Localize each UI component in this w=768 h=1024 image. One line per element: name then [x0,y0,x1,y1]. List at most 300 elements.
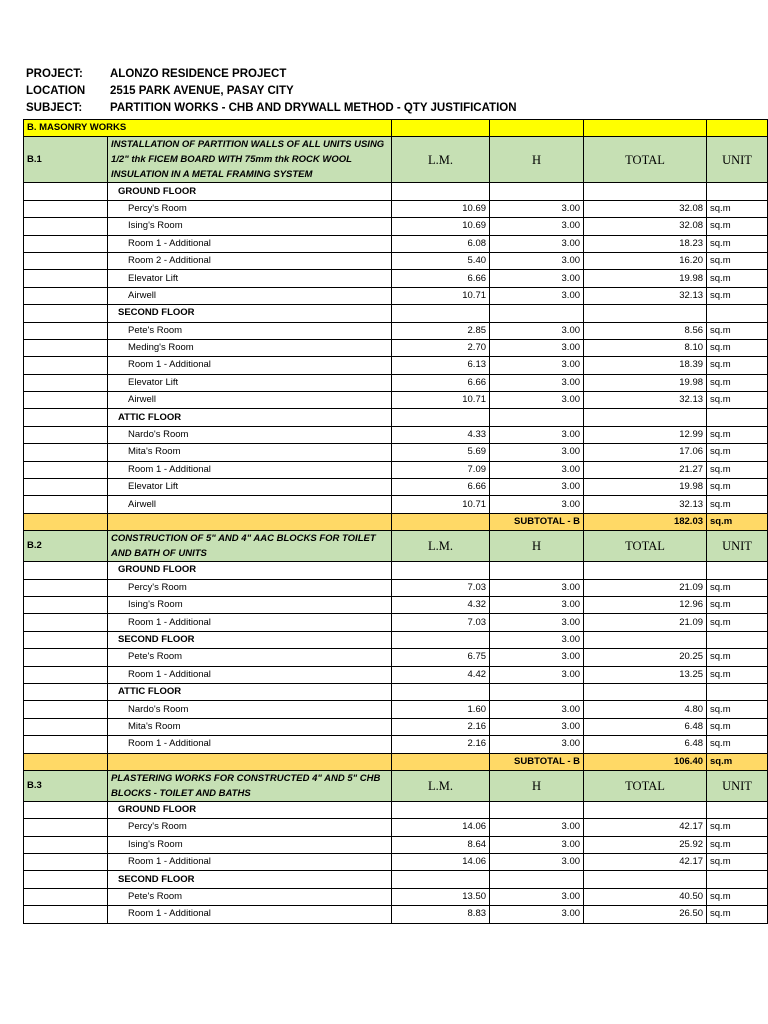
empty-cell [707,683,768,700]
empty-cell [24,819,108,836]
floor-label: GROUND FLOOR [108,562,392,579]
item-lm: 8.83 [392,906,490,923]
item-total: 32.13 [584,287,707,304]
b2-code: B.2 [24,531,108,562]
floor-h-value: 3.00 [490,631,584,648]
item-lm: 7.09 [392,461,490,478]
column-header-lm: L.M. [392,531,490,562]
item-name: Meding's Room [108,339,392,356]
table-row [24,252,768,269]
floor-label: ATTIC FLOOR [108,409,392,426]
table-row [24,906,768,923]
item-total: 8.10 [584,339,707,356]
empty-cell [24,287,108,304]
table-row [24,479,768,496]
floor-row [24,183,768,200]
table-row [24,200,768,217]
item-name: Mita's Room [108,718,392,735]
item-h: 3.00 [490,579,584,596]
floor-row [24,631,768,648]
item-name: Percy's Room [108,819,392,836]
empty-cell [584,562,707,579]
item-unit: sq.m [707,444,768,461]
empty-cell [392,562,490,579]
item-unit: sq.m [707,819,768,836]
item-total: 12.99 [584,426,707,443]
empty-cell [392,305,490,322]
item-total: 18.23 [584,235,707,252]
table-row [24,444,768,461]
table-row [24,461,768,478]
empty-cell [707,801,768,818]
item-lm: 4.33 [392,426,490,443]
item-unit: sq.m [707,614,768,631]
item-total: 21.27 [584,461,707,478]
column-header-h: H [490,770,584,801]
item-name: Room 1 - Additional [108,357,392,374]
empty-cell [707,409,768,426]
floor-label: SECOND FLOOR [108,871,392,888]
item-unit: sq.m [707,906,768,923]
item-lm: 4.42 [392,666,490,683]
item-name: Percy's Room [108,579,392,596]
item-total: 19.98 [584,270,707,287]
item-lm: 10.69 [392,218,490,235]
floor-row [24,305,768,322]
floor-row [24,801,768,818]
item-lm: 7.03 [392,614,490,631]
empty-cell [392,801,490,818]
item-h: 3.00 [490,819,584,836]
empty-cell [24,701,108,718]
item-name: Ising's Room [108,218,392,235]
empty-cell [24,270,108,287]
table-row [24,322,768,339]
item-lm: 1.60 [392,701,490,718]
table-row [24,218,768,235]
empty-cell [24,683,108,700]
item-name: Elevator Lift [108,479,392,496]
item-total: 32.08 [584,218,707,235]
item-h: 3.00 [490,426,584,443]
item-unit: sq.m [707,339,768,356]
item-unit: sq.m [707,854,768,871]
item-total: 6.48 [584,718,707,735]
item-unit: sq.m [707,836,768,853]
empty-cell [24,426,108,443]
item-name: Elevator Lift [108,374,392,391]
b3-header-row [24,770,768,801]
item-lm: 10.69 [392,200,490,217]
floor-label: GROUND FLOOR [108,183,392,200]
item-name: Airwell [108,392,392,409]
empty-cell [24,235,108,252]
empty-cell [707,120,768,137]
item-lm: 7.03 [392,579,490,596]
table-row [24,666,768,683]
b1-subtotal-row [24,513,768,530]
item-h: 3.00 [490,218,584,235]
item-unit: sq.m [707,357,768,374]
table-row [24,426,768,443]
empty-cell [24,392,108,409]
item-unit: sq.m [707,718,768,735]
item-name: Room 1 - Additional [108,614,392,631]
item-lm: 6.66 [392,270,490,287]
empty-cell [490,183,584,200]
floor-label: ATTIC FLOOR [108,683,392,700]
item-total: 32.08 [584,200,707,217]
empty-cell [24,461,108,478]
empty-cell [392,120,490,137]
item-name: Room 1 - Additional [108,461,392,478]
b2-header-row [24,531,768,562]
empty-cell [392,631,490,648]
item-unit: sq.m [707,374,768,391]
project-label: PROJECT: [26,68,83,80]
item-h: 3.00 [490,374,584,391]
item-name: Nardo's Room [108,701,392,718]
table-row [24,287,768,304]
b2-subtotal-row [24,753,768,770]
empty-cell [24,444,108,461]
item-h: 3.00 [490,287,584,304]
empty-cell [24,479,108,496]
item-h: 3.00 [490,649,584,666]
item-unit: sq.m [707,392,768,409]
item-h: 3.00 [490,836,584,853]
item-name: Room 1 - Additional [108,906,392,923]
item-h: 3.00 [490,614,584,631]
item-name: Ising's Room [108,836,392,853]
table-row [24,836,768,853]
column-header-unit: UNIT [707,770,768,801]
subtotal-label: SUBTOTAL - B [490,753,584,770]
floor-row [24,562,768,579]
column-header-lm: L.M. [392,770,490,801]
item-name: Elevator Lift [108,270,392,287]
item-name: Ising's Room [108,596,392,613]
item-unit: sq.m [707,461,768,478]
item-total: 40.50 [584,888,707,905]
empty-cell [24,753,108,770]
column-header-lm: L.M. [392,137,490,183]
item-total: 17.06 [584,444,707,461]
item-lm: 10.71 [392,496,490,513]
empty-cell [392,183,490,200]
item-unit: sq.m [707,270,768,287]
item-lm: 4.32 [392,596,490,613]
item-lm: 2.16 [392,718,490,735]
subtotal-unit: sq.m [707,753,768,770]
empty-cell [707,871,768,888]
item-lm: 2.16 [392,736,490,753]
empty-cell [24,596,108,613]
empty-cell [584,409,707,426]
empty-cell [24,649,108,666]
project-value: ALONZO RESIDENCE PROJECT [110,68,287,80]
empty-cell [707,183,768,200]
column-header-unit: UNIT [707,137,768,183]
empty-cell [707,305,768,322]
item-total: 25.92 [584,836,707,853]
item-h: 3.00 [490,392,584,409]
empty-cell [24,614,108,631]
table-row [24,392,768,409]
item-name: Room 1 - Additional [108,736,392,753]
empty-cell [24,562,108,579]
floor-label: SECOND FLOOR [108,631,392,648]
subtotal-unit: sq.m [707,513,768,530]
item-lm: 8.64 [392,836,490,853]
item-unit: sq.m [707,252,768,269]
section-title-row [24,120,768,137]
item-unit: sq.m [707,287,768,304]
item-unit: sq.m [707,701,768,718]
empty-cell [24,854,108,871]
item-total: 8.56 [584,322,707,339]
item-name: Room 1 - Additional [108,666,392,683]
item-lm: 6.66 [392,479,490,496]
empty-cell [584,871,707,888]
empty-cell [24,871,108,888]
column-header-unit: UNIT [707,531,768,562]
b1-code: B.1 [24,137,108,183]
item-unit: sq.m [707,426,768,443]
item-h: 3.00 [490,200,584,217]
empty-cell [707,562,768,579]
item-lm: 10.71 [392,392,490,409]
subject-value: PARTITION WORKS - CHB AND DRYWALL METHOD - QTY JUSTIFICATION [110,102,517,114]
item-unit: sq.m [707,496,768,513]
item-name: Airwell [108,496,392,513]
empty-cell [24,357,108,374]
table-row [24,819,768,836]
empty-cell [24,496,108,513]
item-h: 3.00 [490,906,584,923]
empty-cell [24,252,108,269]
item-name: Nardo's Room [108,426,392,443]
table-row [24,496,768,513]
b3-code: B.3 [24,770,108,801]
b1-header-row [24,137,768,183]
item-total: 32.13 [584,392,707,409]
item-h: 3.00 [490,339,584,356]
empty-cell [490,871,584,888]
empty-cell [490,683,584,700]
item-unit: sq.m [707,200,768,217]
empty-cell [490,562,584,579]
item-total: 18.39 [584,357,707,374]
empty-cell [24,374,108,391]
item-unit: sq.m [707,888,768,905]
qty-table [23,119,768,924]
item-unit: sq.m [707,322,768,339]
item-total: 32.13 [584,496,707,513]
table-row [24,649,768,666]
table-row [24,357,768,374]
item-unit: sq.m [707,579,768,596]
item-h: 3.00 [490,235,584,252]
column-header-h: H [490,137,584,183]
empty-cell [490,305,584,322]
item-total: 19.98 [584,479,707,496]
item-unit: sq.m [707,666,768,683]
location-label: LOCATION [26,85,86,97]
item-unit: sq.m [707,479,768,496]
item-lm: 2.85 [392,322,490,339]
item-total: 12.96 [584,596,707,613]
item-total: 6.48 [584,736,707,753]
item-lm: 5.40 [392,252,490,269]
item-h: 3.00 [490,888,584,905]
section-title: B. MASONRY WORKS [24,120,392,137]
item-total: 13.25 [584,666,707,683]
item-h: 3.00 [490,479,584,496]
table-row [24,718,768,735]
floor-label: SECOND FLOOR [108,305,392,322]
empty-cell [584,801,707,818]
location-value: 2515 PARK AVENUE, PASAY CITY [110,85,294,97]
item-total: 4.80 [584,701,707,718]
empty-cell [24,801,108,818]
empty-cell [392,683,490,700]
column-header-h: H [490,531,584,562]
item-total: 21.09 [584,579,707,596]
floor-label: GROUND FLOOR [108,801,392,818]
empty-cell [24,218,108,235]
item-name: Room 1 - Additional [108,235,392,252]
empty-cell [584,305,707,322]
item-h: 3.00 [490,701,584,718]
item-lm: 2.70 [392,339,490,356]
item-name: Mita's Room [108,444,392,461]
item-unit: sq.m [707,218,768,235]
location-row [26,83,517,100]
item-total: 26.50 [584,906,707,923]
item-h: 3.00 [490,357,584,374]
empty-cell [490,409,584,426]
column-header-total: TOTAL [584,137,707,183]
b2-description: CONSTRUCTION OF 5" AND 4" AAC BLOCKS FOR TOILET AND BATH OF UNITS [108,531,392,562]
item-h: 3.00 [490,270,584,287]
project-row [26,66,517,83]
empty-cell [24,736,108,753]
subject-row [26,100,517,117]
table-row [24,270,768,287]
document-header [26,66,517,117]
subtotal-label: SUBTOTAL - B [490,513,584,530]
table-row [24,235,768,252]
item-lm: 6.75 [392,649,490,666]
item-lm: 13.50 [392,888,490,905]
empty-cell [24,888,108,905]
subject-label: SUBJECT: [26,102,83,114]
table-row [24,339,768,356]
item-name: Pete's Room [108,649,392,666]
empty-cell [584,631,707,648]
item-h: 3.00 [490,322,584,339]
item-total: 19.98 [584,374,707,391]
empty-cell [392,513,490,530]
item-h: 3.00 [490,461,584,478]
table-row [24,888,768,905]
item-lm: 6.66 [392,374,490,391]
item-name: Percy's Room [108,200,392,217]
empty-cell [24,718,108,735]
empty-cell [490,801,584,818]
item-h: 3.00 [490,444,584,461]
item-h: 3.00 [490,496,584,513]
table-row [24,736,768,753]
item-h: 3.00 [490,596,584,613]
table-row [24,596,768,613]
item-total: 16.20 [584,252,707,269]
b3-description: PLASTERING WORKS FOR CONSTRUCTED 4" AND 5" CHB BLOCKS - TOILET AND BATHS [108,770,392,801]
empty-cell [24,666,108,683]
empty-cell [24,631,108,648]
empty-cell [24,836,108,853]
item-total: 42.17 [584,854,707,871]
table-row [24,374,768,391]
subtotal-value: 182.03 [584,513,707,530]
table-row [24,614,768,631]
empty-cell [24,339,108,356]
empty-cell [108,753,392,770]
b1-description: INSTALLATION OF PARTITION WALLS OF ALL UNITS USING 1/2" thk FICEM BOARD WITH 75mm thk ROCK WOOL INSULATION IN A METAL FRAMING SYSTEM [108,137,392,183]
item-unit: sq.m [707,736,768,753]
subtotal-value: 106.40 [584,753,707,770]
empty-cell [707,631,768,648]
table-row [24,701,768,718]
item-name: Pete's Room [108,888,392,905]
item-name: Pete's Room [108,322,392,339]
item-h: 3.00 [490,252,584,269]
empty-cell [24,906,108,923]
item-h: 3.00 [490,666,584,683]
item-total: 20.25 [584,649,707,666]
item-lm: 6.08 [392,235,490,252]
empty-cell [392,753,490,770]
item-lm: 14.06 [392,854,490,871]
qty-table-body [24,120,768,924]
item-lm: 10.71 [392,287,490,304]
item-unit: sq.m [707,649,768,666]
floor-row [24,871,768,888]
empty-cell [24,305,108,322]
column-header-total: TOTAL [584,770,707,801]
floor-row [24,409,768,426]
empty-cell [490,120,584,137]
item-total: 21.09 [584,614,707,631]
empty-cell [392,871,490,888]
empty-cell [24,183,108,200]
empty-cell [584,183,707,200]
item-name: Airwell [108,287,392,304]
empty-cell [24,200,108,217]
item-unit: sq.m [707,596,768,613]
floor-row [24,683,768,700]
table-row [24,854,768,871]
empty-cell [392,409,490,426]
column-header-total: TOTAL [584,531,707,562]
item-h: 3.00 [490,736,584,753]
item-name: Room 2 - Additional [108,252,392,269]
item-lm: 6.13 [392,357,490,374]
empty-cell [24,409,108,426]
item-h: 3.00 [490,854,584,871]
item-unit: sq.m [707,235,768,252]
